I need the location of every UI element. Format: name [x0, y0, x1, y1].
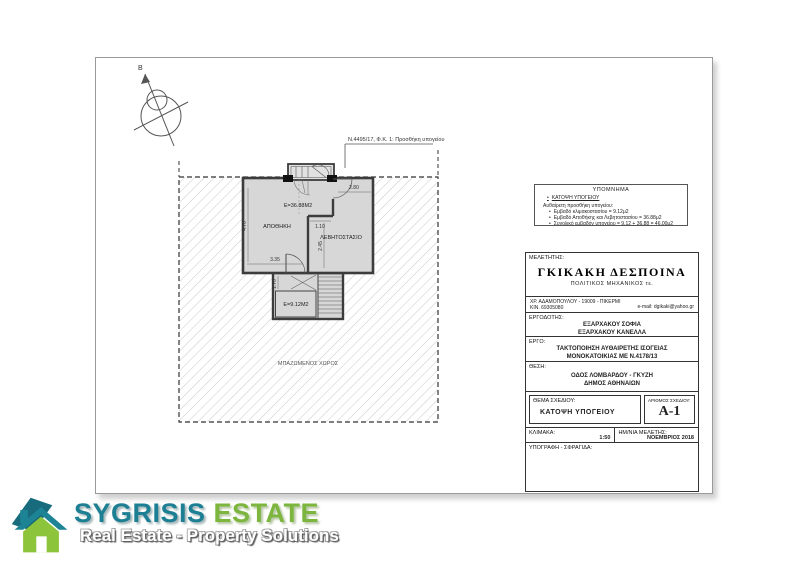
address-line2: ΚΙΝ. 69305080	[530, 305, 564, 311]
client-name: ΕΞΑΡΧΑΚΟΥ ΚΑΝΕΛΛΑ	[577, 329, 647, 336]
legend-title: ΥΠΟΜΝΗΜΑ	[592, 187, 630, 193]
column-left	[283, 175, 293, 182]
email-text: e-mail: dgikaki@yahoo.gr	[637, 304, 694, 310]
room-label-boiler: ΛΕΒΗΤΟΣΤΑΣΙΟ	[320, 235, 362, 241]
room-label-storage: ΑΠΟΘΗΚΗ	[263, 224, 291, 230]
date-value: ΝΟΕΜΒΡΙΟΣ 2018	[646, 435, 694, 441]
designer-title: ΠΟΛΙΤΙΚΟΣ ΜΗΧΑΝΙΚΟΣ τε.	[570, 281, 654, 287]
number-label: ΑΡΙΘΜΟΣ ΣΧΕΔΙΟΥ:	[648, 398, 691, 403]
logo-wordmark	[74, 498, 319, 529]
dim-top: 2.80	[349, 185, 359, 191]
stairwell-block-walls	[273, 273, 343, 319]
area-label-stairwell: Ε=9.12Μ2	[283, 302, 309, 308]
number-value: Α-1	[658, 404, 681, 419]
location-section	[526, 362, 698, 392]
scale-date-section	[526, 428, 698, 443]
legend-item: • Εμβαδό κλιμακοστασίου = 9.12μ2	[549, 209, 683, 215]
legend-intro: Αυθαίρετη προσθήκη υπογείου:	[543, 203, 614, 209]
designer-name: ΓΚΙΚΑΚΗ ΔΕΣΠΟΙΝΑ	[537, 265, 687, 279]
legend-item: • Συνολικό εμβαδόν υπογείου = 9.12 + 36.88 = 46.00μ2	[549, 221, 683, 226]
number-cell	[644, 395, 695, 424]
subject-number-section	[526, 392, 698, 428]
leader-label: Ν.4495/17, Φ.Κ. 1: Προσθήκη υπογείου	[348, 137, 445, 143]
subject-cell	[529, 395, 641, 424]
scale-cell	[526, 428, 615, 442]
area-label-main: Ε=36.88Μ2	[283, 203, 313, 209]
subject-label: ΘΕΜΑ ΣΧΕΔΙΟΥ:	[533, 398, 576, 404]
leader-line	[345, 136, 444, 168]
drawing-sheet	[95, 57, 713, 494]
north-arrow-icon	[134, 65, 188, 146]
scale-value: 1:50	[599, 435, 611, 441]
north-label: Β	[138, 65, 143, 72]
project-label: ΕΡΓΟ:	[529, 339, 546, 345]
dim-right: 2.45	[318, 241, 324, 251]
dim-left: 4.70	[242, 221, 248, 231]
legend-box	[534, 184, 688, 226]
client-name: ΕΞΑΡΧΑΚΟΥ ΣΟΦΙΑ	[583, 322, 641, 328]
project-line: ΜΟΝΟΚΑΤΟΙΚΙΑΣ ΜΕ Ν.4178/13	[566, 353, 658, 360]
signature-label: ΥΠΟΓΡΑΦΗ - ΣΦΡΑΓΙΔΑ:	[529, 445, 593, 451]
designer-label: ΜΕΛΕΤΗΤΗΣ:	[529, 255, 565, 261]
client-section	[526, 313, 698, 337]
project-section	[526, 337, 698, 362]
legend-item: • Εμβαδό Αποθήκης και Λεβητοστασίου = 36.88μ2	[549, 215, 683, 221]
date-label: ΗΜ/ΝΙΑ ΜΕΛΕΤΗΣ:	[618, 430, 667, 436]
location-line: ΟΔΟΣ ΛΟΜΒΑΡΔΟΥ - ΓΚΥΖΗ	[570, 373, 654, 379]
house-logo-icon	[8, 492, 74, 560]
contact-section	[526, 297, 698, 313]
client-label: ΕΡΓΟΔΟΤΗΣ:	[529, 315, 564, 321]
site-label: ΜΠΑΖΩΜΕΝΟΣ ΧΩΡΟΣ	[277, 361, 339, 367]
logo-name-part2: ESTATE	[205, 498, 320, 528]
title-block	[525, 252, 699, 492]
dim-stairwell: 1.70	[272, 279, 278, 289]
sygrisis-estate-logo	[8, 490, 339, 562]
project-line: ΤΑΚΤΟΠΟΙΗΣΗ ΑΥΘΑΙΡΕΤΗΣ ΙΣΟΓΕΙΑΣ	[556, 346, 668, 352]
signature-section	[526, 443, 698, 491]
location-label: ΘΕΣΗ:	[529, 364, 546, 370]
address-line1: ΧΡ. ΑΔΑΜΟΠΟΥΛΟΥ - 19009 - ΠΙΚΕΡΜΙ	[530, 299, 621, 305]
date-cell	[615, 428, 698, 442]
dim-bottom: 3.35	[270, 257, 280, 263]
legend-subtitle: • ΚΑΤΟΨΗ ΥΠΟΓΕΙΟΥ	[547, 195, 683, 201]
location-line: ΔΗΜΟΣ ΑΘΗΝΑΙΩΝ	[583, 380, 640, 387]
logo-tagline: Real Estate - Property Solutions	[80, 526, 339, 545]
logo-name-part1: SYGRISIS	[74, 498, 206, 528]
designer-section	[526, 253, 698, 297]
scale-label: ΚΛΙΜΑΚΑ:	[529, 430, 555, 436]
subject-value: ΚΑΤΟΨΗ ΥΠΟΓΕΙΟΥ	[540, 409, 616, 416]
dim-door: 1.10	[315, 224, 325, 230]
